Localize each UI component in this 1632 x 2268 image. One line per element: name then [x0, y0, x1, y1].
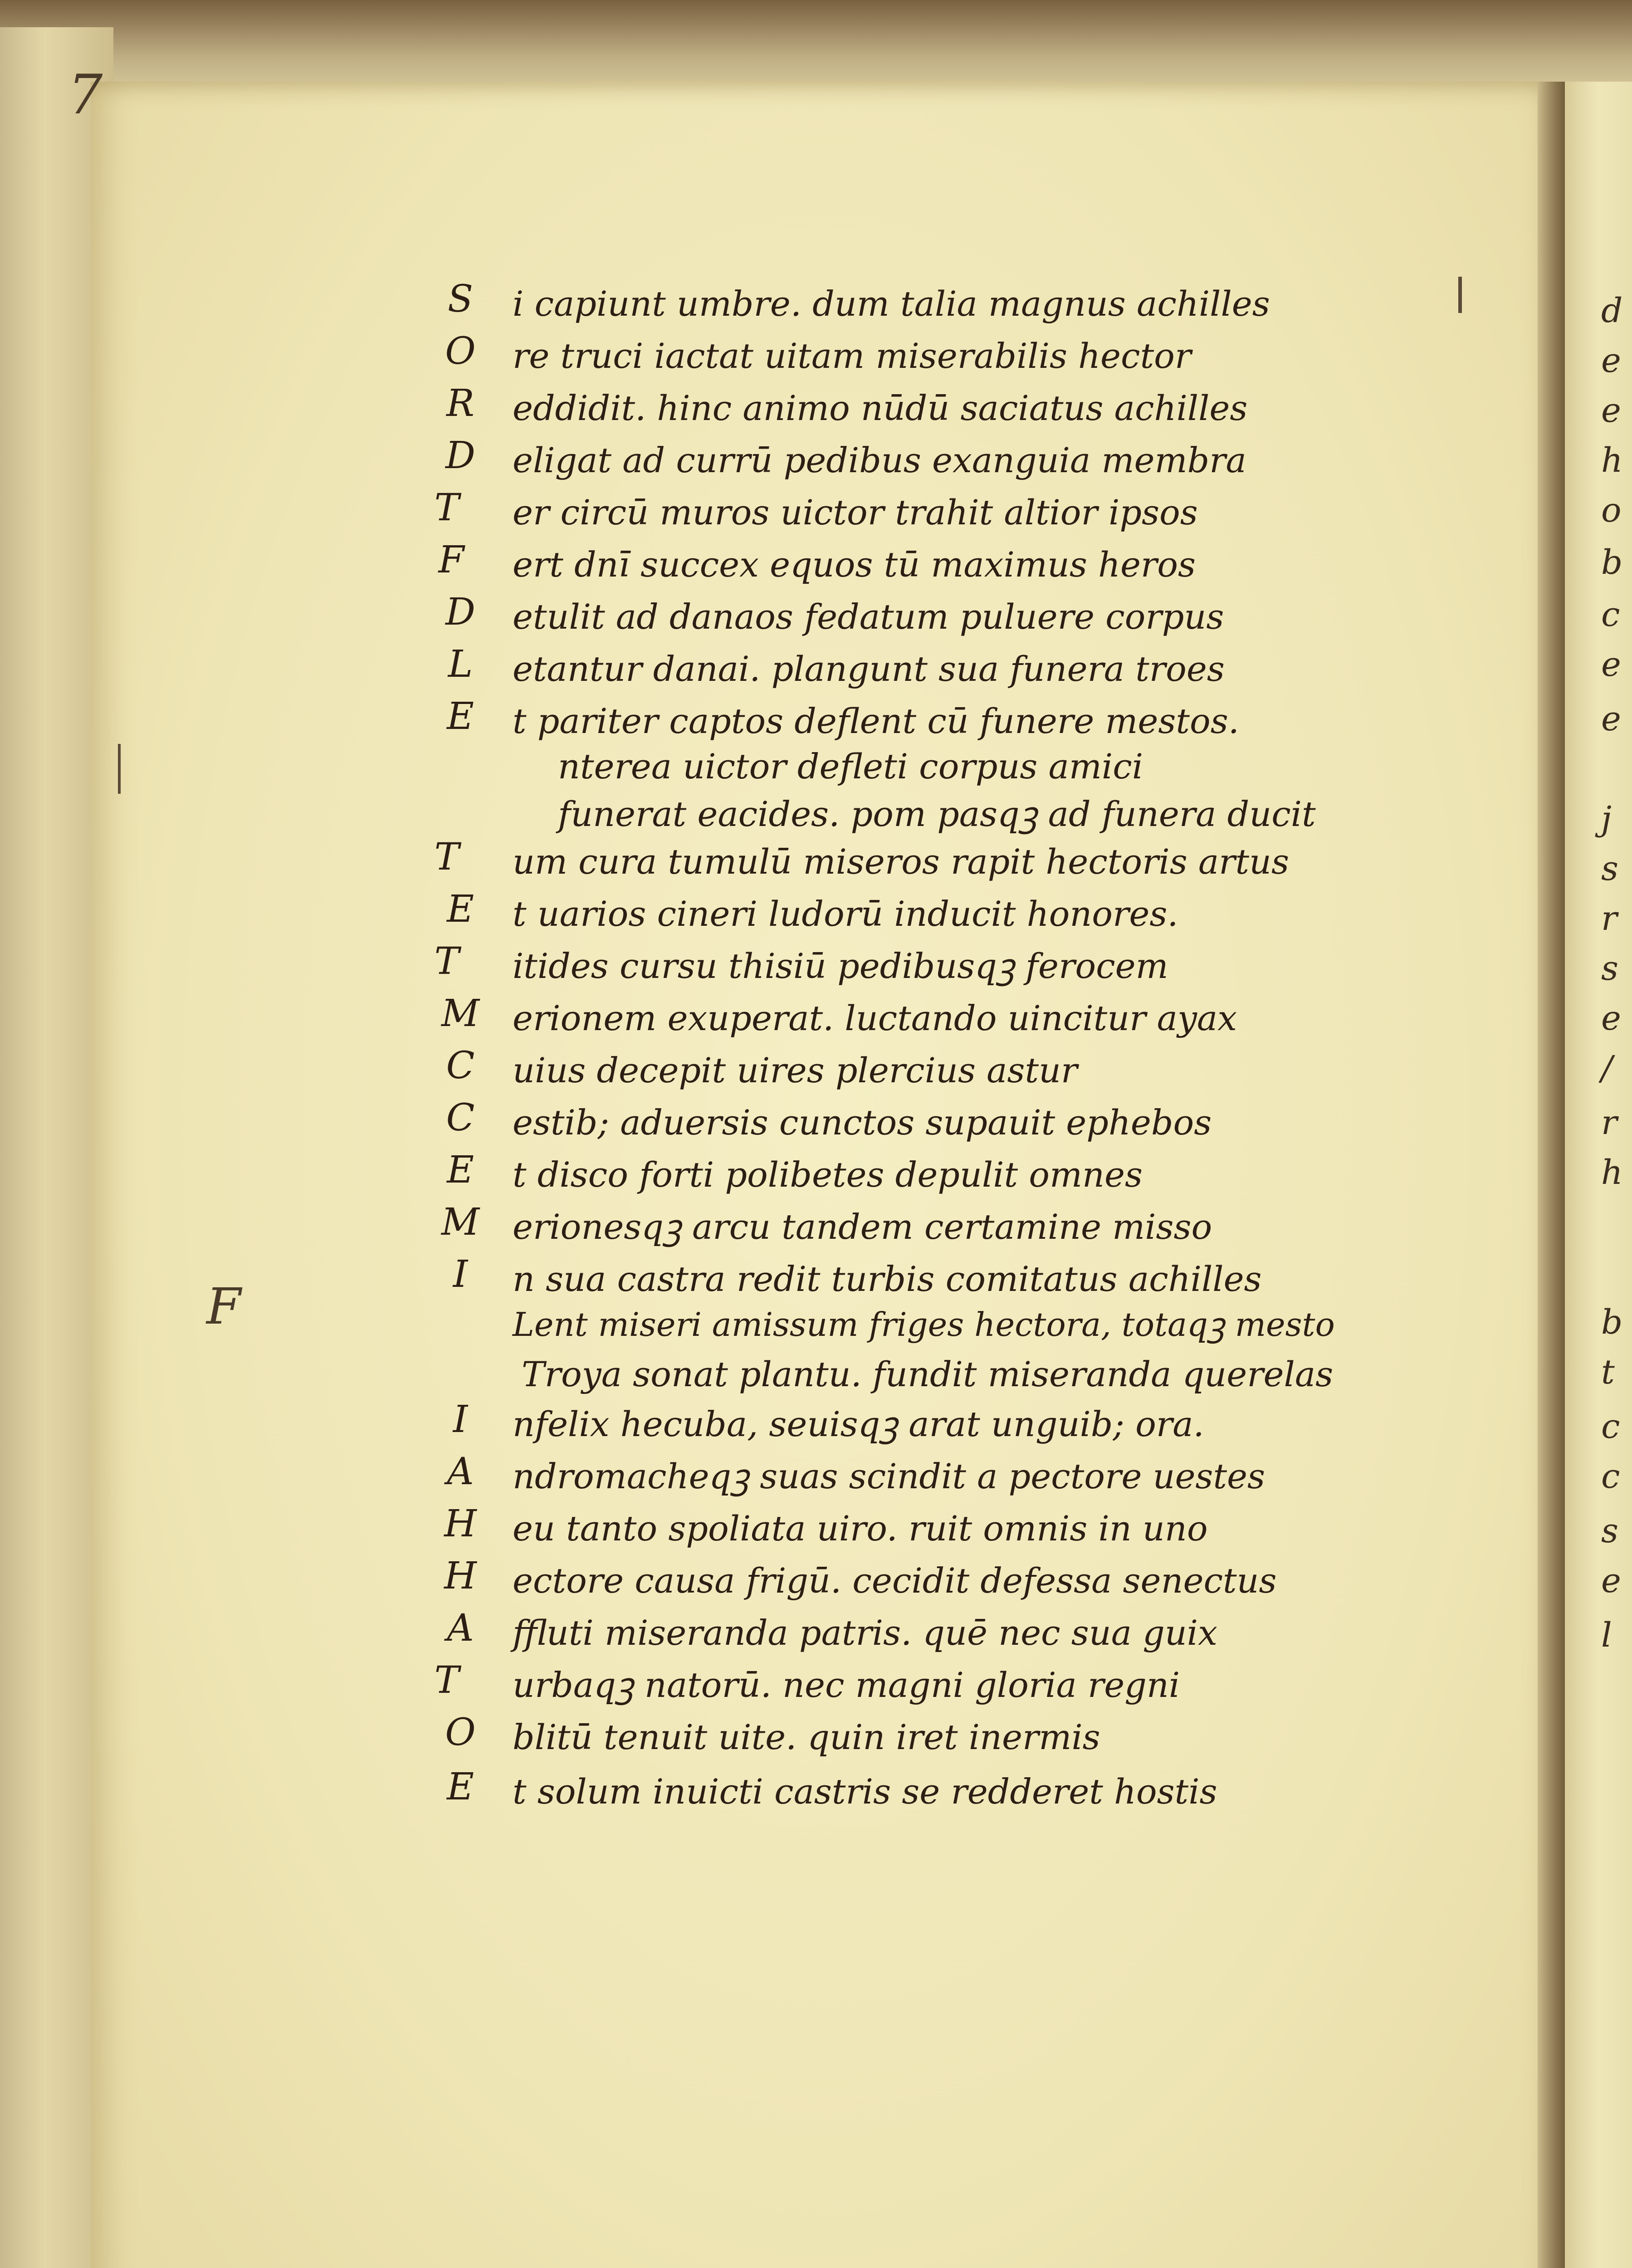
facing-page-letter: e [1601, 341, 1621, 380]
top-margin-mark: 7 [68, 64, 103, 127]
facing-page-letter: c [1601, 1407, 1620, 1446]
verse-line: ectore causa frigū. cecidit defessa senectus [513, 1560, 1277, 1601]
facing-page-letter: / [1601, 1049, 1612, 1088]
margin-tick [1458, 277, 1462, 313]
verse-initial: T [434, 836, 459, 879]
verse-line: t disco forti polibetes depulit omnes [513, 1154, 1143, 1195]
verse-initial: T [434, 940, 459, 983]
facing-page-letter: b [1601, 543, 1623, 582]
verse-initial: T [434, 1659, 459, 1702]
verse-line: nfelix hecuba, seuisqꝫ arat unguib; ora. [513, 1404, 1204, 1444]
verse-initial: O [445, 330, 476, 373]
verse-line: um cura tumulū miseros rapit hectoris artus [513, 841, 1290, 882]
verse-initial: H [444, 1554, 477, 1598]
verse-initial: I [453, 1253, 468, 1296]
facing-page-letter: e [1601, 391, 1621, 430]
verse-initial: R [446, 382, 474, 425]
verse-line: ffluti miseranda patris. quē nec sua guix [513, 1613, 1217, 1653]
verse-initial: A [447, 1607, 474, 1650]
verse-initial: E [447, 1149, 474, 1192]
verse-initial: A [447, 1450, 474, 1493]
verse-line: erionesqꝫ arcu tandem certamine misso [513, 1207, 1212, 1247]
verse-initial: M [441, 992, 479, 1035]
facing-page-letter: s [1601, 849, 1618, 888]
verse-initial: L [448, 643, 473, 686]
facing-page-letter: e [1601, 699, 1621, 738]
facing-page-letter: r [1601, 1103, 1617, 1142]
verse-line: eu tanto spoliata uiro. ruit omnis in uno [513, 1508, 1208, 1549]
verse-line: estib; aduersis cunctos supauit ephebos [513, 1102, 1212, 1143]
verse-line: erionem exuperat. luctando uincitur ayax [513, 998, 1237, 1038]
facing-page-letter: t [1601, 1353, 1615, 1392]
facing-page-letter: h [1601, 1153, 1623, 1192]
verse-initial: F [438, 538, 464, 582]
verse-line: n sua castra redit turbis comitatus achilles [513, 1259, 1262, 1299]
facing-page-letter: r [1601, 899, 1617, 938]
facing-page-letter: o [1601, 491, 1622, 530]
verse-line: Troya sonat plantu. fundit miseranda querelas [522, 1354, 1334, 1394]
facing-page-letter: b [1601, 1303, 1623, 1342]
verse-line: re truci iactat uitam miserabilis hector [513, 336, 1192, 376]
verse-line: t uarios cineri ludorū inducit honores. [513, 894, 1178, 934]
verse-initial: H [444, 1502, 477, 1545]
verse-line: eddidit. hinc animo nūdū saciatus achilles [513, 388, 1248, 428]
verse-initial: C [446, 1096, 475, 1139]
verse-line: eligat ad currū pedibus exanguia membra [513, 440, 1246, 480]
verse-initial: E [447, 1765, 474, 1809]
facing-page-letter: s [1601, 949, 1618, 988]
verse-line: etulit ad danaos fedatum puluere corpus [513, 596, 1224, 637]
verse-initial: E [447, 888, 474, 931]
verse-line: Lent miseri amissum friges hectora, totaqꝫ mesto [513, 1305, 1335, 1344]
verse-initial: D [445, 434, 475, 477]
facing-page-letter: e [1601, 999, 1621, 1038]
verse-initial: E [447, 695, 474, 738]
left-margin-mark: F [206, 1277, 241, 1335]
margin-tick [118, 744, 121, 794]
verse-line: ert dnī succex equos tū maximus heros [513, 544, 1196, 585]
facing-page-letter: l [1601, 1616, 1612, 1655]
facing-page-letter: c [1601, 1457, 1620, 1496]
verse-initial: S [447, 278, 474, 321]
verse-initial: T [434, 486, 459, 529]
verse-line: funerat eacides. pom pasqꝫ ad funera ducit [558, 794, 1316, 834]
verse-line: itides cursu thisiū pedibusqꝫ ferocem [513, 946, 1168, 986]
verse-line: t pariter captos deflent cū funere mestos. [513, 701, 1239, 741]
facing-page-letter: c [1601, 595, 1620, 634]
facing-page-letter: e [1601, 1561, 1621, 1600]
verse-line: t solum inuicti castris se redderet hostis [513, 1771, 1217, 1812]
verse-initial: I [453, 1398, 468, 1441]
facing-page-letter: j [1601, 799, 1612, 838]
verse-line: nterea uictor defleti corpus amici [558, 746, 1143, 787]
verse-line: ndromacheqꝫ suas scindit a pectore uestes [513, 1456, 1265, 1496]
verse-line: urbaqꝫ natorū. nec magni gloria regni [513, 1665, 1180, 1705]
facing-page-letter: e [1601, 645, 1621, 684]
verse-initial: D [445, 591, 475, 634]
verse-initial: M [441, 1201, 479, 1244]
verse-line: er circū muros uictor trahit altior ipsos [513, 492, 1198, 533]
facing-page-letter: d [1601, 291, 1623, 330]
verse-line: i capiunt umbre. dum talia magnus achilles [513, 284, 1270, 324]
verse-initial: O [445, 1711, 476, 1754]
verse-line: etantur danai. plangunt sua funera troes [513, 649, 1225, 689]
facing-page-letter: h [1601, 441, 1623, 480]
verse-line: blitū tenuit uite. quin iret inermis [513, 1717, 1100, 1757]
verse-initial: C [446, 1044, 475, 1087]
verse-line: uius decepit uires plercius astur [513, 1050, 1078, 1090]
facing-page-letter: s [1601, 1511, 1618, 1550]
